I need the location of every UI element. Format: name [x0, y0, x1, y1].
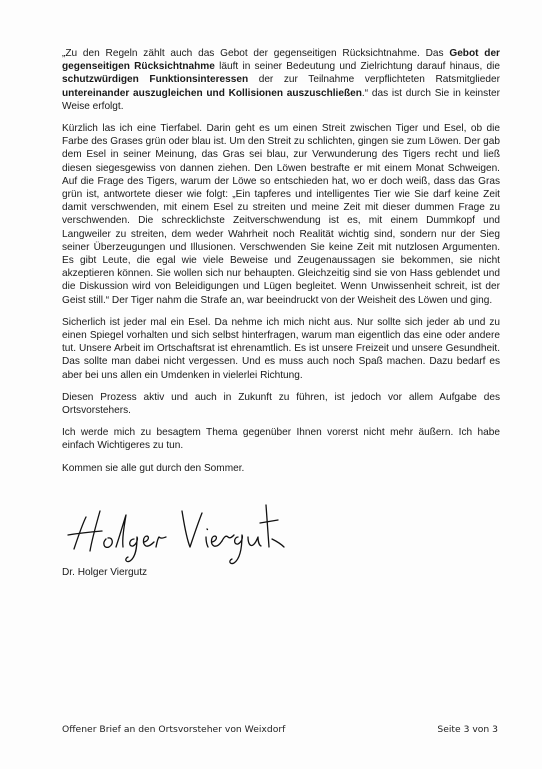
quote-bold-text: schutzwürdigen Funktionsinteressen	[62, 74, 249, 86]
footer-page-number: Seite 3 von 3	[437, 724, 498, 735]
paragraph-closing: Ich werde mich zu besagtem Thema gegenüber Ihnen vorerst nicht mehr äußern. Ich habe einfach Wichtigeres zu tun.	[62, 427, 500, 452]
handwritten-signature	[60, 487, 300, 567]
footer-title: Offener Brief an den Ortsvorsteher von Weixdorf	[62, 724, 286, 735]
paragraph-process: Diesen Prozess aktiv und auch in Zukunft zu führen, ist jedoch vor allem Aufgabe des Ortsvorstehers.	[62, 391, 500, 417]
quote-text: „Zu den Regeln zählt auch das Gebot der gegenseitigen Rücksichtnahme. Das	[62, 48, 450, 59]
paragraph-quote	[62, 47, 500, 113]
signature-name: Dr. Holger Viergutz	[62, 567, 148, 578]
letter-body	[62, 47, 500, 484]
paragraph-farewell: Kommen sie alle gut durch den Sommer.	[62, 462, 245, 474]
paragraph-reflection: Sicherlich ist jeder mal ein Esel. Da nehme ich mich nicht aus. Nur sollte sich jeder ab und zu einen Spiegel vorhalten und sich selbst hinterfragen, warum man eigentlich das eine oder andere tut. Unsere Arbeit im Ortschaftsrat ist ehrenamtlich. Es ist unsere Freizeit und unsere Gesundheit. Das sollte man dabei nicht vergessen. Und es muss auch noch Spaß machen. Dazu bedarf es aber bei uns allen ein Umdenken in vielerlei Richtung.	[62, 316, 500, 381]
quote-text: .“ das ist durch Sie in keinster Weise erfolgt.	[62, 87, 500, 112]
quote-text: läuft in seiner Bedeutung und Zielrichtung darauf hinaus, die	[214, 61, 500, 73]
paragraph-fable: Kürzlich las ich eine Tierfabel. Darin geht es um einen Streit zwischen Tiger und Esel, ob die Farbe des Grases grün oder blau ist. Um den Streit zu schlichten, gingen sie zum Löwen. Der gab dem Esel in seiner Meinung, das Gras sei blau, zur Verwunderung des Tigers recht und ließ diesen siegesgewiss von dannen ziehen. Den Löwen bestrafte er mit einem Monat Schweigen. Auf die Frage des Tigers, warum der Löwe so entschieden hat, wo er doch weiß, dass das Gras grün ist, antwortete dieser wie folgt: „Ein tapferes und intelligentes Tier wie Sie darf keine Zeit damit verschwenden, mit einem Esel zu streiten und meine Zeit mit dieser dummen Frage zu verschwenden. Die schrecklichste Zeitverschwendung ist es, mit einem Dummkopf und Langweiler zu streiten, dem weder Wahrheit noch Realität wichtig sind, sondern nur der Sieg seiner Überzeugungen und Illusionen. Verschwenden Sie keine Zeit mit nutzlosen Argumenten. Es gibt Leute, die egal wie viele Beweise und Zeugenaussagen sie bekommen, sie nicht akzeptieren können. Sie wollen sich nur behaupten. Gleichzeitig sind sie von Hass geblendet und die Diskussion wird von Beleidigungen und Lügen begleitet. Wenn Unwissenheit schreit, ist der Geist still.“ Der Tiger nahm die Strafe an, war beeindruckt von der Weisheit des Löwen und ging.	[62, 123, 500, 306]
quote-text: der zur Teilnahme verpflichteten Ratsmitglieder	[248, 74, 500, 86]
quote-bold-text: untereinander auszugleichen und Kollisionen auszuschließen	[62, 87, 362, 99]
quote-bold-text: Gebot der gegenseitigen Rücksichtnahme	[62, 48, 500, 73]
